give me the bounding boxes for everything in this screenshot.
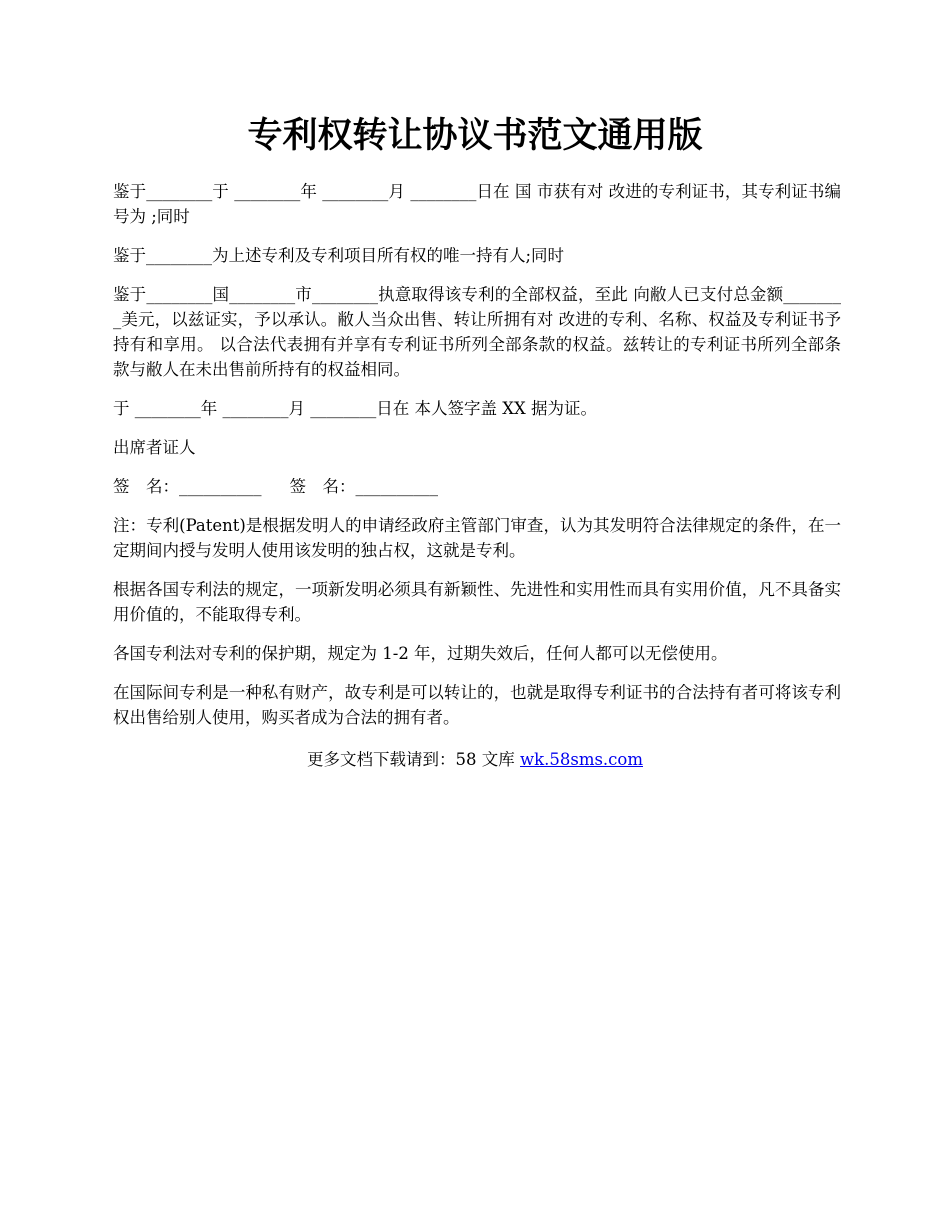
date-witness-paragraph: 于 ________年 ________月 ________日在 本人签字盖 XX 据为证。 bbox=[113, 399, 597, 418]
signature-row bbox=[113, 474, 841, 499]
footer-text: 更多文档下载请到：58 文库 bbox=[306, 750, 520, 769]
document-title: 专利权转让协议书范文通用版 bbox=[247, 115, 703, 156]
recital-paragraph-2: 鉴于________为上述专利及专利项目所有权的唯一持有人;同时 bbox=[113, 246, 565, 265]
recital-paragraph-3: 鉴于________国________市________执意取得该专利的全部权益，至此 向敝人已支付总金额________美元，以兹证实，予以承认。敝人当众出售、转让所拥有对 改进的专利、名称、权益及专利证书予 持有和享用。 以合法代表拥有并享有专利证书所列全部条款的权益。兹转让的专利证书所列全部条款与敝人在未出售前所持有的权益相同。 bbox=[113, 285, 841, 379]
recital-paragraph-1: 鉴于________于 ________年 ________月 ________日在 国 市获有对 改进的专利证书，其专利证书编号为 ;同时 bbox=[113, 182, 841, 226]
witness-heading: 出席者证人 bbox=[113, 438, 196, 457]
note-paragraph-1: 注：专利(Patent)是根据发明人的申请经政府主管部门审查，认为其发明符合法律规定的条件，在一定期间内授与发明人使用该发明的独占权，这就是专利。 bbox=[113, 516, 841, 560]
document-body bbox=[113, 179, 841, 744]
note-paragraph-4: 在国际间专利是一种私有财产，故专利是可以转让的，也就是取得专利证书的合法持有者可将该专利权出售给别人使用，购买者成为合法的拥有者。 bbox=[113, 683, 841, 727]
signature-line-first: 签 名：__________ bbox=[113, 477, 262, 496]
signature-line-second: 签 名：__________ bbox=[289, 477, 438, 496]
note-paragraph-3: 各国专利法对专利的保护期，规定为 1-2 年，过期失效后，任何人都可以无偿使用。 bbox=[113, 644, 728, 663]
note-paragraph-2: 根据各国专利法的规定，一项新发明必须具有新颖性、先进性和实用性而具有实用价值，凡不具备实用价值的，不能取得专利。 bbox=[113, 580, 841, 624]
footer bbox=[0, 747, 950, 772]
footer-link[interactable]: wk.58sms.com bbox=[519, 750, 643, 769]
